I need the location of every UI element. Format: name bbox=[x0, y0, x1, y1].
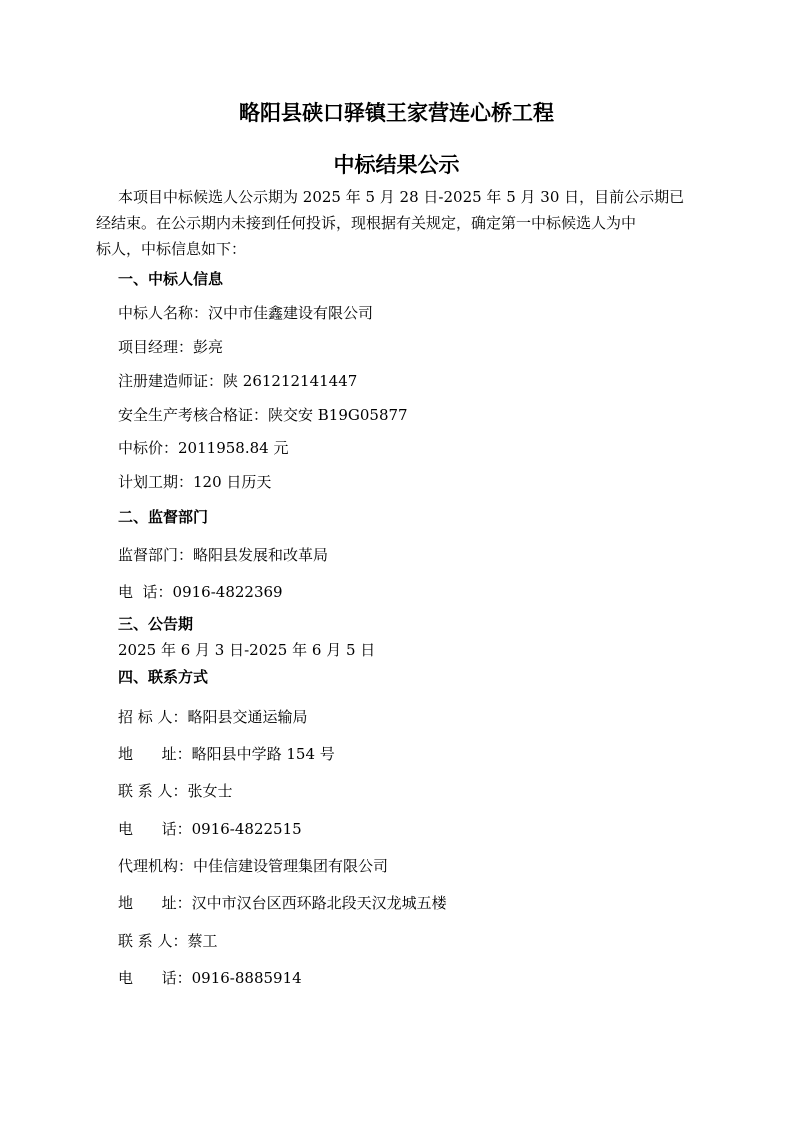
dept-row bbox=[118, 544, 328, 565]
intro-line-1: 本项目中标候选人公示期为 2025 年 5 月 28 日-2025 年 5 月 30 日，目前公示期已 bbox=[118, 188, 685, 206]
document-subtitle: 中标结果公示 bbox=[333, 152, 460, 177]
pm-value: 彭亮 bbox=[193, 338, 224, 356]
intro-paragraph bbox=[96, 184, 688, 262]
dept-value: 略阳县发展和改革局 bbox=[193, 546, 329, 564]
section2-heading: 二、监督部门 bbox=[118, 508, 209, 526]
tenderer-phone-value: 0916-4822515 bbox=[191, 820, 302, 838]
agent-address-row bbox=[118, 892, 447, 913]
period-value: 120 日历天 bbox=[193, 473, 272, 491]
pm-row bbox=[118, 336, 223, 357]
cert-value: 陕 261212141447 bbox=[223, 372, 358, 390]
agent-label: 代理机构： bbox=[118, 857, 194, 875]
agent-phone-label: 电 话： bbox=[118, 969, 192, 987]
dept-label: 监督部门： bbox=[118, 546, 194, 564]
period-label: 计划工期： bbox=[118, 473, 194, 491]
period-row bbox=[118, 471, 271, 492]
dept-phone-label: 电 话： bbox=[118, 583, 173, 601]
tenderer-address-row bbox=[118, 743, 335, 764]
safety-value: 陕交安 B19G05877 bbox=[268, 406, 408, 424]
intro-line-2: 经结束。在公示期内未接到任何投诉，现根据有关规定，确定第一中标候选人为中 bbox=[96, 214, 637, 232]
agent-row bbox=[118, 855, 388, 876]
intro-line-3: 标人，中标信息如下： bbox=[96, 240, 247, 258]
tenderer-address-value: 略阳县中学路 154 号 bbox=[191, 745, 335, 763]
price-row bbox=[118, 437, 288, 458]
tenderer-value: 略阳县交通运输局 bbox=[187, 708, 308, 726]
agent-address-label: 地 址： bbox=[118, 894, 192, 912]
section1-heading: 一、中标人信息 bbox=[118, 270, 224, 288]
winner-row bbox=[118, 302, 373, 323]
tenderer-contact-value: 张女士 bbox=[187, 782, 233, 800]
notice-period: 2025 年 6 月 3 日-2025 年 6 月 5 日 bbox=[118, 641, 376, 659]
tenderer-contact-row bbox=[118, 780, 233, 801]
agent-contact-value: 蔡工 bbox=[187, 932, 218, 950]
winner-label: 中标人名称： bbox=[118, 304, 209, 322]
price-label: 中标价： bbox=[118, 439, 179, 457]
dept-phone-row bbox=[118, 581, 283, 602]
tenderer-phone-label: 电 话： bbox=[118, 820, 192, 838]
winner-value: 汉中市佳鑫建设有限公司 bbox=[208, 304, 374, 322]
safety-row bbox=[118, 404, 408, 425]
agent-phone-row bbox=[118, 967, 302, 988]
tenderer-row bbox=[118, 706, 308, 727]
agent-phone-value: 0916-8885914 bbox=[191, 969, 302, 987]
dept-phone-value: 0916-4822369 bbox=[172, 583, 283, 601]
tenderer-address-label: 地 址： bbox=[118, 745, 192, 763]
safety-label: 安全生产考核合格证： bbox=[118, 406, 269, 424]
agent-address-value: 汉中市汉台区西环路北段天汉龙城五楼 bbox=[191, 894, 447, 912]
agent-contact-row bbox=[118, 930, 218, 951]
tenderer-label: 招 标 人： bbox=[118, 708, 188, 726]
tenderer-contact-label: 联 系 人： bbox=[118, 782, 188, 800]
section3-heading: 三、公告期 bbox=[118, 615, 194, 633]
tenderer-phone-row bbox=[118, 818, 302, 839]
cert-label: 注册建造师证： bbox=[118, 372, 224, 390]
agent-contact-label: 联 系 人： bbox=[118, 932, 188, 950]
agent-value: 中佳信建设管理集团有限公司 bbox=[193, 857, 389, 875]
pm-label: 项目经理： bbox=[118, 338, 194, 356]
cert-row bbox=[118, 370, 357, 391]
section4-heading: 四、联系方式 bbox=[118, 668, 209, 686]
price-value: 2011958.84 元 bbox=[178, 439, 289, 457]
document-title: 略阳县硖口驿镇王家营连心桥工程 bbox=[239, 100, 554, 125]
